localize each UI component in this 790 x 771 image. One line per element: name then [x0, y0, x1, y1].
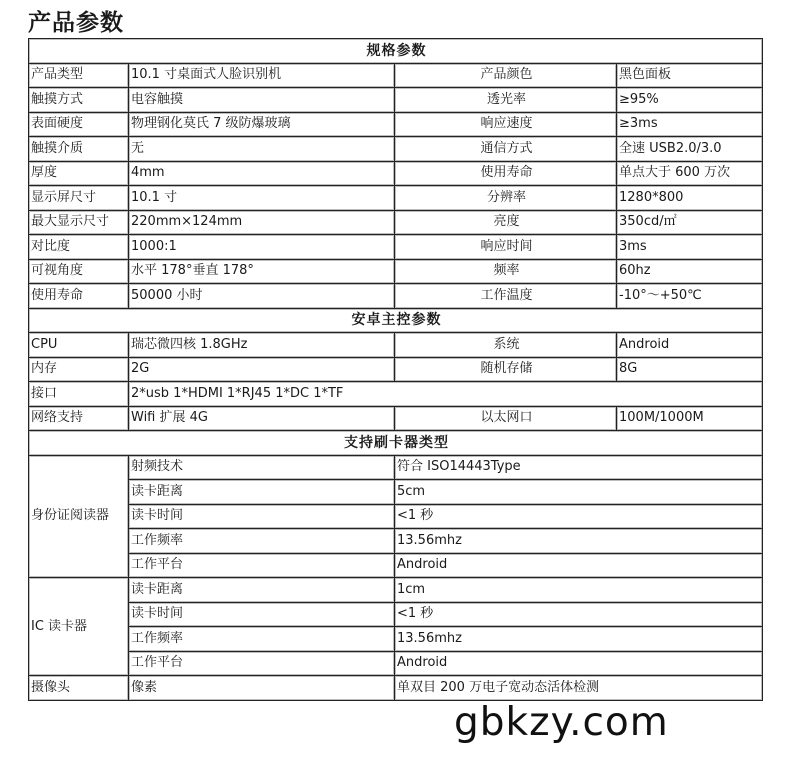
table-row [29, 63, 763, 88]
param-label: 亮度 [395, 210, 617, 235]
param-value: 10.1 寸 [129, 186, 395, 211]
param-value: 1000:1 [129, 235, 395, 260]
param-label: 可视角度 [29, 259, 129, 284]
table-row [29, 382, 763, 407]
table-row [29, 161, 763, 186]
table-row [29, 651, 763, 676]
param-value: 4mm [129, 161, 395, 186]
param-label: 对比度 [29, 235, 129, 260]
table-row [29, 455, 763, 480]
param-value: 350cd/㎡ [617, 210, 763, 235]
param-label: 触摸介质 [29, 137, 129, 162]
section-title-card: 支持刷卡器类型 [29, 431, 763, 456]
table-row [29, 627, 763, 652]
param-label: 最大显示尺寸 [29, 210, 129, 235]
param-label: 以太网口 [395, 406, 617, 431]
param-value: 全速 USB2.0/3.0 [617, 137, 763, 162]
param-value: Android [395, 553, 763, 578]
param-label: 产品类型 [29, 63, 129, 88]
param-value: ≥95% [617, 88, 763, 113]
section-title-android: 安卓主控参数 [29, 308, 763, 333]
param-value: 13.56mhz [395, 627, 763, 652]
param-label: 工作频率 [129, 529, 395, 554]
param-label: 响应速度 [395, 112, 617, 137]
param-value: ≥3ms [617, 112, 763, 137]
param-value: 2*usb 1*HDMI 1*RJ45 1*DC 1*TF [129, 382, 763, 407]
param-label: 透光率 [395, 88, 617, 113]
param-value: 无 [129, 137, 395, 162]
table-row [29, 137, 763, 162]
param-value: <1 秒 [395, 504, 763, 529]
param-label: 触摸方式 [29, 88, 129, 113]
param-value: 黑色面板 [617, 63, 763, 88]
table-row [29, 235, 763, 260]
param-label: 读卡时间 [129, 602, 395, 627]
param-value: 60hz [617, 259, 763, 284]
param-value: 物理钢化莫氏 7 级防爆玻璃 [129, 112, 395, 137]
param-label: 内存 [29, 357, 129, 382]
param-value: Android [617, 333, 763, 358]
spec-table [28, 38, 763, 701]
param-label: 显示屏尺寸 [29, 186, 129, 211]
param-label: 随机存储 [395, 357, 617, 382]
table-row [29, 504, 763, 529]
id-reader-label: 身份证阅读器 [29, 455, 129, 578]
table-row [29, 676, 763, 701]
table-row [29, 578, 763, 603]
table-row [29, 602, 763, 627]
table-row [29, 529, 763, 554]
param-label: 使用寿命 [395, 161, 617, 186]
param-value: 100M/1000M [617, 406, 763, 431]
param-value: 1cm [395, 578, 763, 603]
param-value: Android [395, 651, 763, 676]
param-label: 厚度 [29, 161, 129, 186]
table-row [29, 480, 763, 505]
param-label: 射频技术 [129, 455, 395, 480]
param-value: 电容触摸 [129, 88, 395, 113]
table-row [29, 186, 763, 211]
param-label: 系统 [395, 333, 617, 358]
table-row [29, 210, 763, 235]
param-label: CPU [29, 333, 129, 358]
param-label: 使用寿命 [29, 284, 129, 309]
param-value: 1280*800 [617, 186, 763, 211]
param-label: 读卡距离 [129, 578, 395, 603]
param-label: 响应时间 [395, 235, 617, 260]
param-label: 工作频率 [129, 627, 395, 652]
section-header-row [29, 308, 763, 333]
param-value: 符合 ISO14443Type [395, 455, 763, 480]
param-value: Wifi 扩展 4G [129, 406, 395, 431]
param-value: <1 秒 [395, 602, 763, 627]
param-value: 单点大于 600 万次 [617, 161, 763, 186]
param-value: 8G [617, 357, 763, 382]
table-row [29, 357, 763, 382]
table-row [29, 259, 763, 284]
section-header-row [29, 431, 763, 456]
camera-label: 摄像头 [29, 676, 129, 701]
param-label: 读卡距离 [129, 480, 395, 505]
table-row [29, 333, 763, 358]
param-label: 通信方式 [395, 137, 617, 162]
param-label: 表面硬度 [29, 112, 129, 137]
param-value: 瑞芯微四核 1.8GHz [129, 333, 395, 358]
param-label: 像素 [129, 676, 395, 701]
table-row [29, 553, 763, 578]
param-value: 5cm [395, 480, 763, 505]
table-row [29, 284, 763, 309]
param-value: 13.56mhz [395, 529, 763, 554]
table-row [29, 112, 763, 137]
param-value: 水平 178°垂直 178° [129, 259, 395, 284]
param-value: 3ms [617, 235, 763, 260]
param-value: -10°～+50℃ [617, 284, 763, 309]
param-label: 网络支持 [29, 406, 129, 431]
param-value: 单双目 200 万电子宽动态活体检测 [395, 676, 763, 701]
param-label: 工作平台 [129, 553, 395, 578]
section-title-spec: 规格参数 [29, 39, 763, 64]
param-value: 10.1 寸桌面式人脸识别机 [129, 63, 395, 88]
param-value: 50000 小时 [129, 284, 395, 309]
section-header-row [29, 39, 763, 64]
table-row [29, 88, 763, 113]
param-label: 频率 [395, 259, 617, 284]
page-title: 产品参数 [28, 10, 124, 36]
param-label: 读卡时间 [129, 504, 395, 529]
param-value: 2G [129, 357, 395, 382]
param-value: 220mm×124mm [129, 210, 395, 235]
param-label: 分辨率 [395, 186, 617, 211]
param-label: 工作温度 [395, 284, 617, 309]
ic-reader-label: IC 读卡器 [29, 578, 129, 676]
watermark: gbkzy.com [454, 700, 669, 745]
param-label: 接口 [29, 382, 129, 407]
param-label: 产品颜色 [395, 63, 617, 88]
param-label: 工作平台 [129, 651, 395, 676]
table-row [29, 406, 763, 431]
